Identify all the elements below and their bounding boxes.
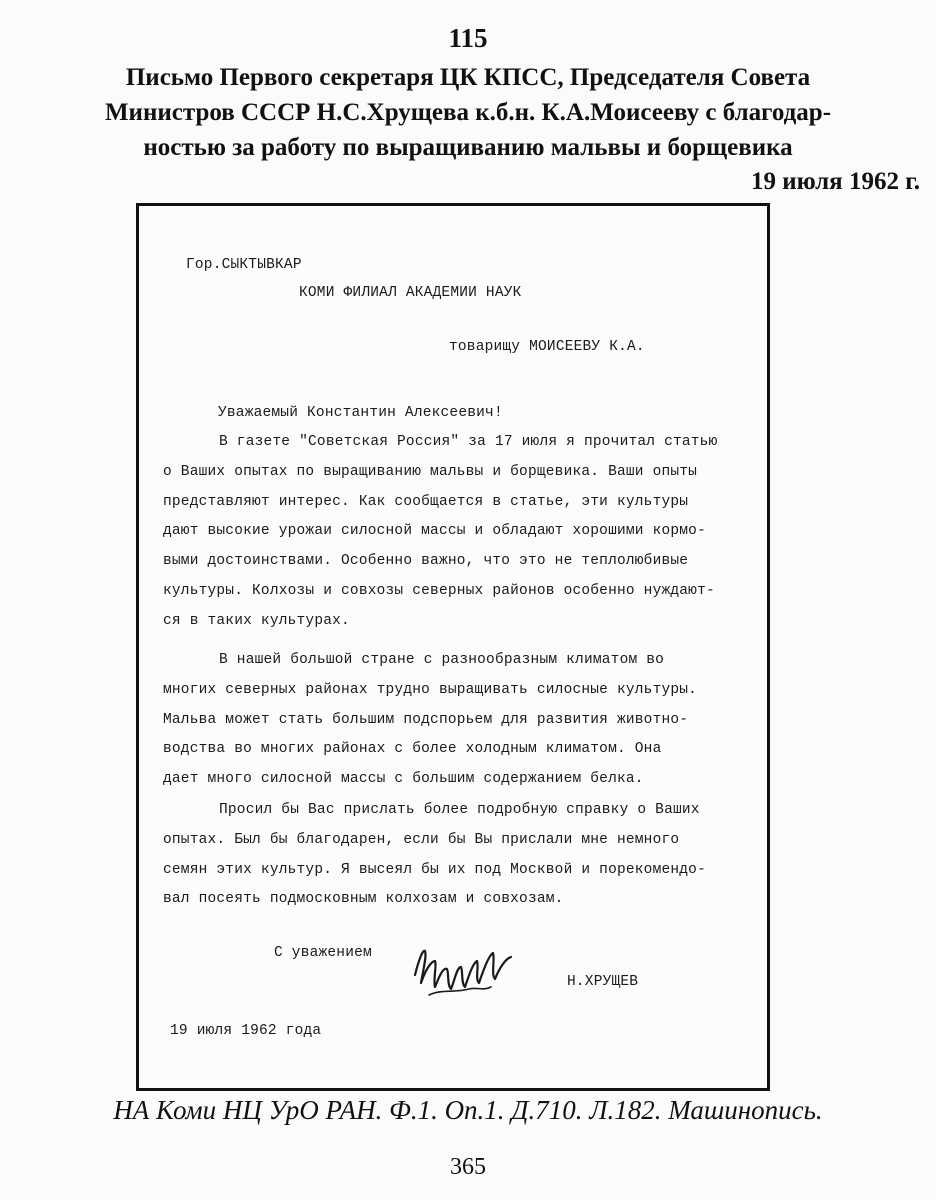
letter-line: культуры. Колхозы и совхозы северных районов особенно нуждают- — [163, 582, 715, 599]
document-number: 115 — [448, 23, 488, 53]
letter-organization: КОМИ ФИЛИАЛ АКАДЕМИИ НАУК — [299, 285, 522, 301]
letter-line: вал посеять подмосковным колхозам и совхозам. — [163, 891, 564, 908]
letter-recipient: товарищу МОИСЕЕВУ К.А. — [449, 339, 645, 355]
letter-paragraph-2 — [163, 646, 697, 795]
letter-line: ся в таких культурах. — [163, 612, 350, 629]
letter-line: Мальва может стать большим подспорьем для развития животно- — [163, 711, 689, 728]
letter-line: многих северных районах трудно выращивать силосные культуры. — [163, 681, 698, 698]
page-number: 365 — [450, 1154, 486, 1180]
letter-scan — [136, 203, 770, 1091]
letter-line: Просил бы Вас прислать более подробную справку о Ваших — [219, 802, 700, 818]
title-line: ностью за работу по выращиванию мальвы и борщевика — [143, 134, 793, 161]
letter-line: семян этих культур. Я высеял бы их под Москвой и порекомендо- — [163, 861, 706, 878]
handwritten-signature — [411, 931, 521, 1001]
title-line: Письмо Первого секретаря ЦК КПСС, Председателя Совета — [125, 64, 811, 91]
letter-line: дает много силосной массы с большим содержанием белка. — [163, 771, 644, 788]
letter-paragraph-1 — [163, 428, 717, 637]
letter-line: водства во многих районах с более холодным климатом. Она — [163, 741, 662, 758]
title-line: Министров СССР Н.С.Хрущева к.б.н. К.А.Моисееву с благодар- — [104, 99, 832, 126]
letter-line: выми достоинствами. Особенно важно, что это не теплолюбивые — [163, 553, 689, 570]
letter-date: 19 июля 1962 года — [170, 1023, 322, 1039]
document-date: 19 июля 1962 г. — [751, 168, 920, 195]
letter-line: представляют интерес. Как сообщается в статье, эти культуры — [163, 493, 689, 510]
letter-line: о Ваших опытах по выращиванию мальвы и борщевика. Ваши опыты — [163, 463, 698, 480]
letter-line: дают высокие урожаи силосной массы и обладают хорошими кормо- — [163, 523, 706, 540]
letter-paragraph-3 — [163, 796, 706, 915]
letter-greeting: Уважаемый Константин Алексеевич! — [218, 405, 503, 421]
letter-city: Гор.СЫКТЫВКАР — [186, 257, 302, 273]
archival-source: НА Коми НЦ УрО РАН. Ф.1. Оп.1. Д.710. Л.182. Машинопись. — [113, 1095, 823, 1125]
letter-line: В нашей большой стране с разнообразным климатом во — [219, 652, 665, 668]
letter-closing: С уважением — [274, 945, 372, 961]
document-title — [0, 60, 936, 165]
letter-signer: Н.ХРУЩЕВ — [567, 974, 639, 990]
letter-line: В газете "Советская Россия" за 17 июля я прочитал статью — [219, 434, 718, 450]
letter-line: опытах. Был бы благодарен, если бы Вы прислали мне немного — [163, 831, 680, 848]
